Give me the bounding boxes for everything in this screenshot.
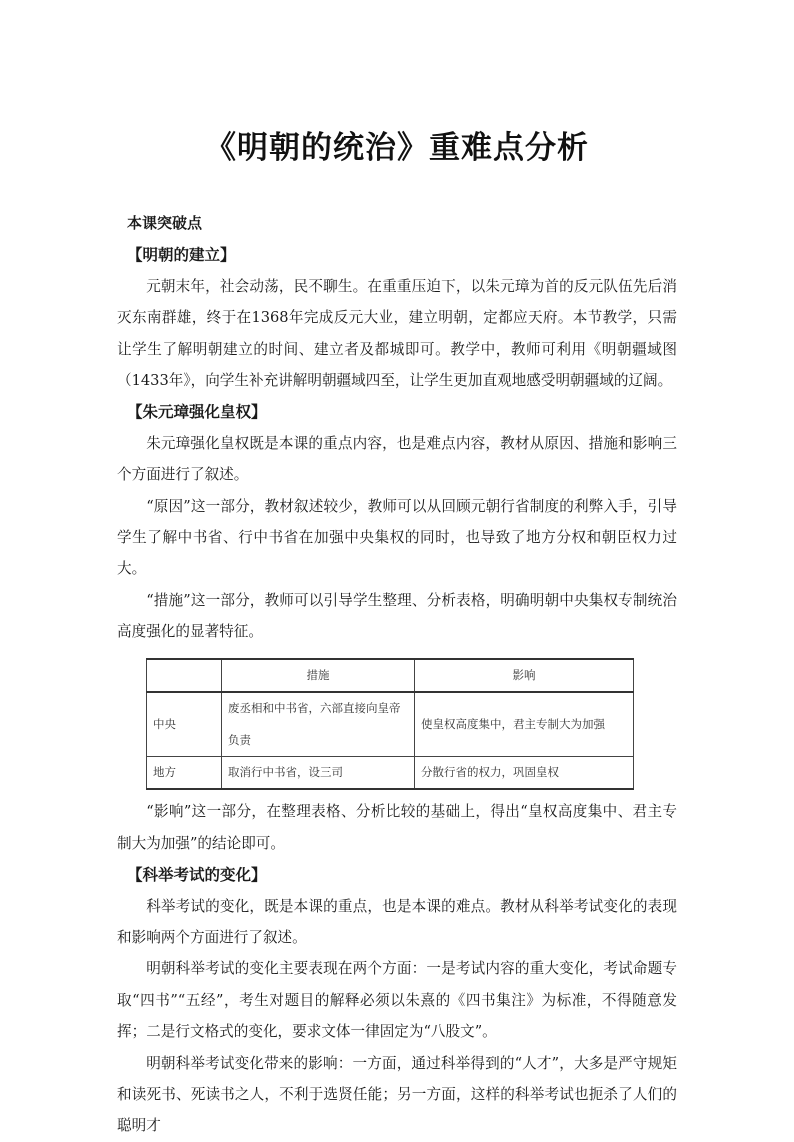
table-header-cell bbox=[147, 659, 222, 692]
table-row bbox=[147, 756, 634, 789]
table-cell: 中央 bbox=[147, 692, 222, 756]
table-cell: 废丞相和中书省，六部直接向皇帝负责 bbox=[222, 692, 415, 756]
paragraph: “影响”这一部分，在整理表格、分析比较的基础上，得出“皇权高度集中、君主专制大为加强”的结论即可。 bbox=[117, 803, 677, 852]
document-body bbox=[117, 208, 677, 1142]
page-title: 《明朝的统治》重难点分析 bbox=[205, 130, 589, 166]
paragraph: 明朝科举考试变化带来的影响：一方面，通过科举得到的“人才”，大多是严守规矩和读死书、死读书之人，不利于选贤任能；另一方面，这样的科举考试也扼杀了人们的聪明才 bbox=[117, 1054, 677, 1135]
table-cell: 分散行省的权力，巩固皇权 bbox=[415, 756, 634, 789]
paragraph: 元朝末年，社会动荡，民不聊生。在重重压迫下，以朱元璋为首的反元队伍先后消灭东南群雄，终于在1368年完成反元大业，建立明朝，定都应天府。本节教学，只需让学生了解明朝建立的时间、建立者及都城即可。教学中，教师可利用《明朝疆域图（1433年》，向学生补充讲解明朝疆域四至，让学生更加直观地感受明朝疆域的辽阔。 bbox=[117, 277, 677, 390]
paragraph: 朱元璋强化皇权既是本课的重点内容，也是难点内容，教材从原因、措施和影响三个方面进行了叙述。 bbox=[117, 434, 677, 484]
subheading-strengthen-imperial-power: 【朱元璋强化皇权】 bbox=[127, 402, 267, 422]
paragraph: “措施”这一部分，教师可以引导学生整理、分析表格，明确明朝中央集权专制统治高度强化的显著特征。 bbox=[117, 591, 677, 641]
paragraph: 明朝科举考试的变化主要表现在两个方面：一是考试内容的重大变化，考试命题专取“四书”“五经”，考生对题目的解释必须以朱熹的《四书集注》为标准，不得随意发挥；二是行文格式的变化，要求文体一律固定为“八股文”。 bbox=[117, 960, 677, 1041]
measures-table-wrapper bbox=[146, 658, 634, 791]
paragraph: “原因”这一部分，教材叙述较少，教师可以从回顾元朝行省制度的利弊入手，引导学生了解中书省、行中书省在加强中央集权的同时，也导致了地方分权和朝臣权力过大。 bbox=[117, 497, 677, 578]
subheading-imperial-exam-changes: 【科举考试的变化】 bbox=[127, 865, 267, 885]
table-header-row bbox=[147, 659, 634, 692]
table-cell: 取消行中书省，设三司 bbox=[222, 756, 415, 789]
subheading-ming-founding: 【明朝的建立】 bbox=[127, 245, 236, 265]
table-header-cell: 影响 bbox=[415, 659, 634, 692]
table-cell: 使皇权高度集中，君主专制大为加强 bbox=[415, 692, 634, 756]
table-row bbox=[147, 692, 634, 756]
measures-table bbox=[146, 658, 634, 791]
paragraph: 科举考试的变化，既是本课的重点，也是本课的难点。教材从科举考试变化的表现和影响两个方面进行了叙述。 bbox=[117, 897, 677, 946]
table-header-cell: 措施 bbox=[222, 659, 415, 692]
section-heading: 本课突破点 bbox=[127, 214, 203, 232]
table-cell: 地方 bbox=[147, 756, 222, 789]
